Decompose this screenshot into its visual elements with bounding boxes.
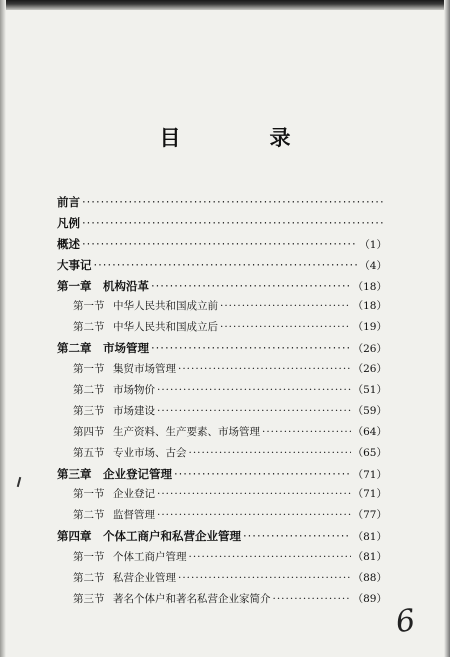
scan-right-edge xyxy=(444,0,450,657)
toc-section-title: 专业市场、古会 xyxy=(113,446,187,459)
toc-chapter-row xyxy=(57,338,387,359)
toc-section-title: 著名个体户和著名私营企业家简介 xyxy=(113,592,271,605)
toc-leader-dots xyxy=(82,234,357,255)
toc-section-label xyxy=(73,547,187,568)
toc-section-label xyxy=(73,505,155,526)
toc-chapter-row xyxy=(57,526,387,547)
toc-leader-dots xyxy=(82,213,385,234)
scan-top-border xyxy=(0,0,450,10)
toc-chapter-title: 第四章 个体工商户和私营企业管理 xyxy=(57,529,241,544)
toc-page-number: （81） xyxy=(352,551,387,564)
toc-page-number: （18） xyxy=(352,280,387,293)
toc-section-label xyxy=(73,589,271,610)
toc-chapter-row xyxy=(57,464,387,485)
toc-leader-dots xyxy=(157,380,351,401)
toc-section-label xyxy=(73,422,260,443)
toc-page-number: （1） xyxy=(359,238,387,251)
toc-page-number: （77） xyxy=(352,509,387,522)
toc-section-number: 第二节 xyxy=(73,509,105,522)
toc-section-number: 第三节 xyxy=(73,592,105,605)
toc-section-row xyxy=(57,443,387,464)
toc-page-number: （71） xyxy=(352,488,387,501)
toc-section-row xyxy=(57,568,387,589)
toc-leader-dots xyxy=(94,255,358,276)
toc-chapter-title: 前言 xyxy=(57,195,80,209)
toc-section-label xyxy=(73,359,176,380)
toc-page-number: （18） xyxy=(352,300,387,313)
toc-page-number: （65） xyxy=(352,446,387,459)
toc-page-number: （59） xyxy=(352,404,387,417)
toc-leader-dots xyxy=(174,464,351,485)
toc-page-number: （4） xyxy=(359,259,387,272)
toc-section-number: 第一节 xyxy=(73,363,105,376)
toc-page-number: （81） xyxy=(352,531,387,544)
toc-chapter-title: 大事记 xyxy=(57,257,92,272)
toc-section-row xyxy=(57,380,387,401)
toc-chapter-row xyxy=(57,276,387,297)
toc-section-label xyxy=(73,443,187,464)
page-title: 目 录 xyxy=(159,126,325,150)
toc-section-title: 生产资料、生产要素、市场管理 xyxy=(113,425,260,438)
margin-mark xyxy=(17,477,22,487)
toc-section-row xyxy=(57,589,387,610)
toc-page-number: （89） xyxy=(352,592,387,605)
toc-section-row xyxy=(57,505,387,526)
toc-leader-dots xyxy=(243,526,351,547)
toc-leader-dots xyxy=(178,568,351,589)
toc-section-title: 市场物价 xyxy=(113,384,155,397)
scan-left-shadow xyxy=(0,0,6,657)
toc-section-title: 个体工商户管理 xyxy=(113,551,187,564)
toc-leader-dots xyxy=(157,401,351,422)
toc-section-title: 私营企业管理 xyxy=(113,572,176,585)
toc-chapter-row xyxy=(57,255,387,276)
toc-chapter-title: 第三章 企业登记管理 xyxy=(57,466,172,481)
toc-section-label xyxy=(73,380,155,401)
toc-page-number: （26） xyxy=(352,343,387,356)
handwritten-page-number: 6 xyxy=(393,602,418,641)
toc-leader-dots xyxy=(157,484,351,505)
toc-section-label xyxy=(73,568,176,589)
toc-leader-dots xyxy=(157,505,351,526)
toc-section-label xyxy=(73,296,218,317)
toc-section-title: 监督管理 xyxy=(113,509,155,522)
toc-leader-dots xyxy=(220,317,351,338)
toc-page-number: （71） xyxy=(352,468,387,481)
toc-leader-dots xyxy=(82,192,385,213)
toc-chapter-title: 第二章 市场管理 xyxy=(57,341,149,356)
toc-section-number: 第二节 xyxy=(73,572,105,585)
toc-leader-dots xyxy=(151,276,351,297)
toc-leader-dots xyxy=(151,338,351,359)
toc-chapter-row xyxy=(57,234,387,255)
toc-section-row xyxy=(57,547,387,568)
toc-section-row xyxy=(57,359,387,380)
toc-chapter-title: 概述 xyxy=(57,236,80,251)
toc-leader-dots xyxy=(273,589,351,610)
toc-section-title: 市场建设 xyxy=(113,404,155,417)
toc-section-number: 第五节 xyxy=(73,446,105,459)
table-of-contents xyxy=(57,192,387,610)
toc-page-number: （88） xyxy=(352,572,387,585)
toc-leader-dots xyxy=(189,547,351,568)
toc-chapter-row xyxy=(57,213,387,234)
toc-section-row xyxy=(57,484,387,505)
toc-section-row xyxy=(57,422,387,443)
toc-page-number: （26） xyxy=(352,363,387,376)
toc-section-title: 中华人民共和国成立前 xyxy=(113,300,218,313)
toc-section-label xyxy=(73,401,155,422)
toc-section-label xyxy=(73,317,218,338)
toc-section-number: 第二节 xyxy=(73,321,105,334)
toc-section-row xyxy=(57,317,387,338)
toc-page-number: （19） xyxy=(352,321,387,334)
toc-chapter-row xyxy=(57,192,387,213)
toc-leader-dots xyxy=(262,422,351,443)
toc-leader-dots xyxy=(189,443,351,464)
toc-section-title: 中华人民共和国成立后 xyxy=(113,321,218,334)
toc-section-number: 第一节 xyxy=(73,300,105,313)
toc-leader-dots xyxy=(220,296,351,317)
toc-section-number: 第一节 xyxy=(73,488,105,501)
toc-leader-dots xyxy=(178,359,351,380)
toc-section-title: 集贸市场管理 xyxy=(113,363,176,376)
toc-page-number: （51） xyxy=(352,384,387,397)
toc-section-row xyxy=(57,296,387,317)
toc-section-number: 第四节 xyxy=(73,425,105,438)
toc-section-number: 第二节 xyxy=(73,384,105,397)
toc-section-number: 第三节 xyxy=(73,404,105,417)
toc-section-label xyxy=(73,484,155,505)
toc-page-number: （64） xyxy=(352,425,387,438)
toc-section-row xyxy=(57,401,387,422)
toc-chapter-title: 第一章 机构沿革 xyxy=(57,278,149,293)
toc-section-number: 第一节 xyxy=(73,551,105,564)
toc-chapter-title: 凡例 xyxy=(57,215,80,230)
toc-section-title: 企业登记 xyxy=(113,488,155,501)
